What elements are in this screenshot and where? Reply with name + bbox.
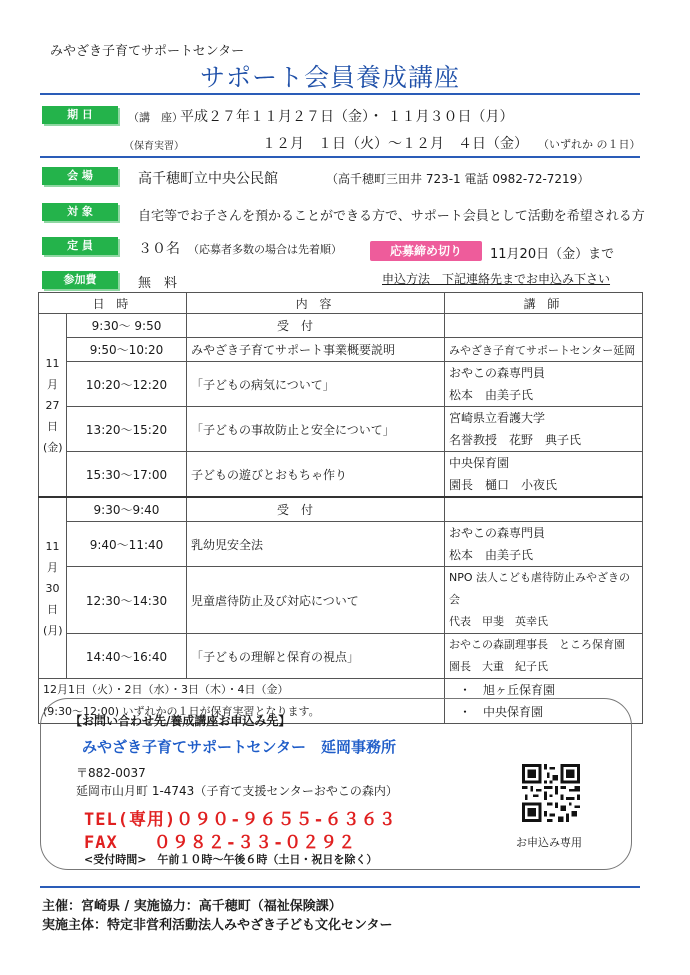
capacity-note: （応募者多数の場合は先着順）: [188, 243, 342, 256]
content: 受 付: [187, 314, 445, 338]
venue-name: 高千穂町立中央公民館: [138, 171, 278, 187]
practice-dates: １２月 １日（火）～１２月 ４日（金）: [262, 136, 528, 152]
header-instructor: 講 師: [445, 293, 643, 314]
content: 「子どもの事故防止と安全について」: [187, 407, 445, 452]
implementer-line: 実施主体：特定非営利活動法人みやざき子ども文化センター: [42, 918, 393, 933]
practice-label: （保育実習）: [124, 141, 184, 152]
practice-info: 12月1日（火）・2日（水）・3日（木）・4日（金） (9:30～12:00) いずれかの１日が保育実習となります。: [39, 679, 445, 724]
target-text: 自宅等でお子さんを預かることができる方で、サポート会員として活動を希望される方: [138, 209, 645, 224]
apply-method: 申込方法 下記連絡先までお申込み下さい: [382, 272, 611, 286]
instructor: NPO 法人こども虐待防止みやざきの会 代表 甲斐 英幸氏: [445, 567, 643, 634]
date-tag: 期 日: [42, 106, 118, 124]
target-tag: 対 象: [42, 203, 118, 221]
fee-tag: 参加費: [42, 271, 118, 289]
divider: [40, 156, 640, 158]
table-row: [39, 314, 643, 338]
instructor: 宮崎県立看護大学 名誉教授 花野 典子氏: [445, 407, 643, 452]
contact-heading: 【お問い合わせ先/養成講座お申込み先】: [70, 714, 291, 728]
instructor: [445, 314, 643, 338]
table-row: [39, 407, 643, 452]
postal-code: 〒882-0037: [76, 766, 146, 780]
content: 子どもの遊びとおもちゃ作り: [187, 452, 445, 498]
instructor: みやざき子育てサポートセンター延岡: [445, 338, 643, 362]
table-row: [39, 338, 643, 362]
qr-caption: お申込み専用: [516, 836, 582, 849]
time: 9:30～9:40: [67, 497, 187, 522]
table-row: [39, 522, 643, 567]
header-content: 内 容: [187, 293, 445, 314]
time: 12:30～14:30: [67, 567, 187, 634]
title-divider: [40, 93, 640, 95]
center-name: みやざき子育てサポートセンター 延岡事務所: [82, 738, 396, 756]
tel-number: TEL(専用)０９０-９６５５-６３６３: [84, 810, 397, 830]
content: 児童虐待防止及び対応について: [187, 567, 445, 634]
time: 10:20～12:20: [67, 362, 187, 407]
day1-label: 11 月 27 日 (金): [39, 314, 67, 498]
instructor: [445, 497, 643, 522]
venue-address: （高千穂町三田井 723-1 電話 0982-72-7219）: [326, 172, 590, 186]
capacity-value: ３０名: [138, 241, 180, 257]
instructor: おやこの森専門員 松本 由美子氏: [445, 362, 643, 407]
lecture-dates: 平成２７年１１月２７日（金）・ １１月３０日（月）: [180, 109, 514, 125]
day2-label: 11 月 30 日 (月): [39, 497, 67, 679]
practice-places: ・ 旭ヶ丘保育園 ・ 中央保育園: [445, 679, 643, 724]
page-title: サポート会員養成講座: [200, 63, 461, 92]
time: 15:30～17:00: [67, 452, 187, 498]
content: 乳幼児安全法: [187, 522, 445, 567]
time: 9:30～ 9:50: [67, 314, 187, 338]
time: 9:50～10:20: [67, 338, 187, 362]
footer-divider: [40, 886, 640, 888]
fee-value: 無 料: [138, 276, 178, 291]
content: みやざき子育てサポート事業概要説明: [187, 338, 445, 362]
content: 「子どもの理解と保育の視点」: [187, 634, 445, 679]
venue-tag: 会 場: [42, 167, 118, 185]
deadline-badge: 応募締め切り: [370, 241, 482, 261]
content: 「子どもの病気について」: [187, 362, 445, 407]
deadline-text: 11月20日（金）まで: [490, 247, 615, 262]
instructor: おやこの森副理事長 ところ保育園 園長 大重 紀子氏: [445, 634, 643, 679]
content: 受 付: [187, 497, 445, 522]
fax-number: FAX ０９８２-３３-０２９２: [84, 833, 357, 853]
header-datetime: 日 時: [39, 293, 187, 314]
table-row: [39, 452, 643, 498]
qr-code-icon: [522, 764, 580, 822]
instructor: 中央保育園 園長 樋口 小夜氏: [445, 452, 643, 498]
time: 14:40～16:40: [67, 634, 187, 679]
schedule-table: [38, 292, 643, 724]
address: 延岡市山月町 1-4743（子育て支援センターおやこの森内）: [76, 784, 398, 798]
lecture-label: （講 座）: [128, 111, 183, 124]
table-header: [39, 293, 643, 314]
sponsor-line: 主催：宮崎県 / 実施協力：高千穂町（福祉保険課）: [42, 899, 342, 914]
table-row: [39, 567, 643, 634]
capacity-tag: 定 員: [42, 237, 118, 255]
table-row: [39, 497, 643, 522]
table-row: [39, 362, 643, 407]
organization-name: みやざき子育てサポートセンター: [50, 44, 245, 59]
practice-note: （いずれか の１日）: [538, 138, 641, 151]
table-row: [39, 634, 643, 679]
time: 9:40～11:40: [67, 522, 187, 567]
reception-hours: <受付時間> 午前１０時～午後６時（土日・祝日を除く）: [84, 853, 378, 866]
instructor: おやこの森専門員 松本 由美子氏: [445, 522, 643, 567]
time: 13:20～15:20: [67, 407, 187, 452]
